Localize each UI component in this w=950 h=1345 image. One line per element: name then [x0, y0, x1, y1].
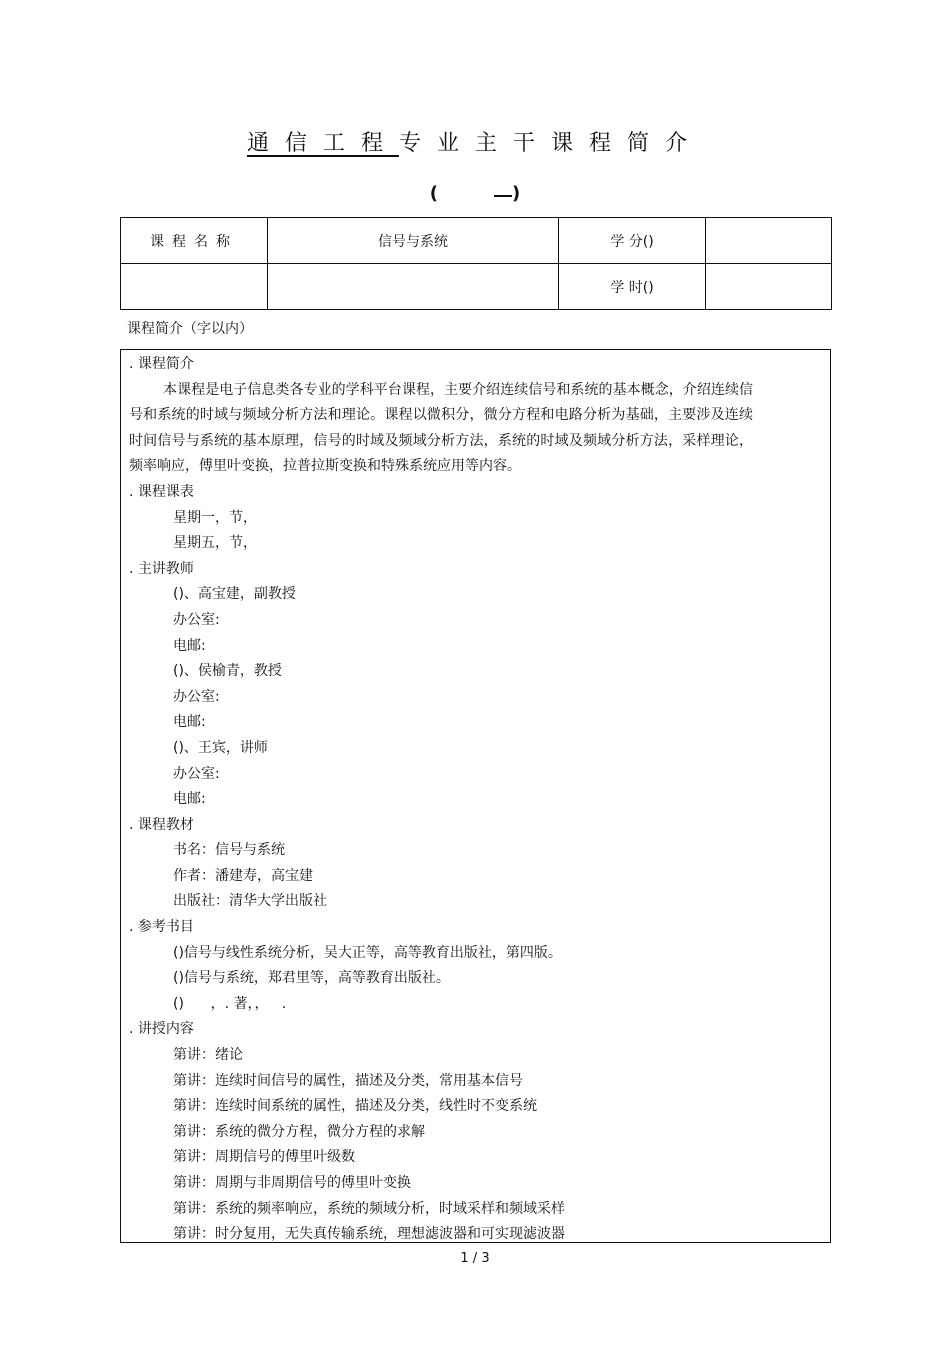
textbook-item: 书名：信号与系统	[173, 842, 285, 859]
teacher-name: ()、侯榆青，教授	[173, 663, 282, 680]
reference-item: ()信号与线性系统分析，吴大正等，高等教育出版社，第四版。	[173, 944, 562, 961]
lecture-item: 第讲：绪论	[173, 1047, 243, 1064]
textbook-item: 出版社：清华大学出版社	[173, 893, 327, 910]
lecture-item: 第讲：系统的微分方程，微分方程的求解	[173, 1123, 425, 1140]
schedule-item: 星期五，节，	[173, 535, 257, 552]
row2-label	[121, 264, 268, 310]
section-heading-lectures: . 讲授内容	[129, 1021, 194, 1038]
lecture-item: 第讲：连续时间系统的属性，描述及分类，线性时不变系统	[173, 1098, 537, 1115]
course-name-value: 信号与系统	[268, 218, 559, 264]
lecture-item: 第讲：连续时间信号的属性，描述及分类，常用基本信号	[173, 1072, 523, 1089]
section-heading-textbook: . 课程教材	[129, 816, 194, 833]
section-heading-schedule: . 课程课表	[129, 483, 194, 500]
course-name-label: 课程名称	[121, 218, 268, 264]
intro-paragraph	[129, 378, 753, 480]
teacher-office: 办公室:	[173, 688, 220, 705]
subtitle-open-paren: (	[429, 183, 438, 204]
schedule-item: 星期一，节，	[173, 509, 257, 526]
teacher-office: 办公室:	[173, 611, 220, 628]
teacher-email: 电邮:	[173, 637, 206, 654]
textbook-item: 作者：潘建寿，高宝建	[173, 867, 313, 884]
document-title	[0, 126, 950, 157]
credit-label: 学 分()	[559, 218, 706, 264]
lecture-item: 第讲：时分复用，无失真传输系统，理想滤波器和可实现滤波器	[173, 1226, 565, 1243]
course-info-table	[120, 217, 832, 310]
hours-label: 学 时()	[559, 264, 706, 310]
lecture-item: 第讲：系统的频率响应，系统的频域分析，时域采样和频域采样	[173, 1200, 565, 1217]
lecture-item: 第讲：周期与非周期信号的傅里叶变换	[173, 1175, 411, 1191]
subtitle-underline-blank	[494, 195, 512, 197]
section-heading-teachers: . 主讲教师	[129, 560, 194, 577]
document-subtitle	[0, 183, 950, 204]
lecture-item: 第讲：周期信号的傅里叶级数	[173, 1149, 355, 1166]
teacher-office: 办公室:	[173, 765, 220, 782]
course-detail-content	[129, 352, 819, 1248]
section-heading-intro: . 课程简介	[129, 356, 194, 372]
course-detail-box	[120, 349, 831, 1243]
page-number: 1 / 3	[460, 1251, 490, 1266]
title-rest: 专业主干课程简介	[399, 131, 704, 156]
teacher-name: ()、王宾，讲师	[173, 739, 268, 756]
intro-paragraph-text: 本课程是电子信息类各专业的学科平台课程，主要介绍连续信号和系统的基本概念，介绍连续信号和系统的时域与频域分析方法和理论。课程以微积分，微分方程和电路分析为基础，主要涉及连续时间信号与系统的基本原理，信号的时域及频域分析方法，系统的时域及频域分析方法，采样理论，频率响应，傅里叶变换，拉普拉斯变换和特殊系统应用等内容。	[129, 381, 753, 475]
section-heading-references: . 参考书目	[129, 919, 194, 936]
teacher-name: ()、高宝建，副教授	[173, 586, 296, 603]
subtitle-close-paren: )	[512, 183, 521, 204]
reference-item: () ，. 著，， .	[173, 995, 287, 1012]
title-underlined-part: 通信工程	[246, 131, 399, 156]
intro-caption: 课程简介（字以内）	[127, 321, 253, 337]
reference-item: ()信号与系统，郑君里等，高等教育出版社。	[173, 970, 450, 987]
teacher-email: 电邮:	[173, 791, 206, 808]
row2-value	[268, 264, 559, 310]
credit-value	[706, 218, 832, 264]
teacher-email: 电邮:	[173, 714, 206, 731]
hours-value	[706, 264, 832, 310]
